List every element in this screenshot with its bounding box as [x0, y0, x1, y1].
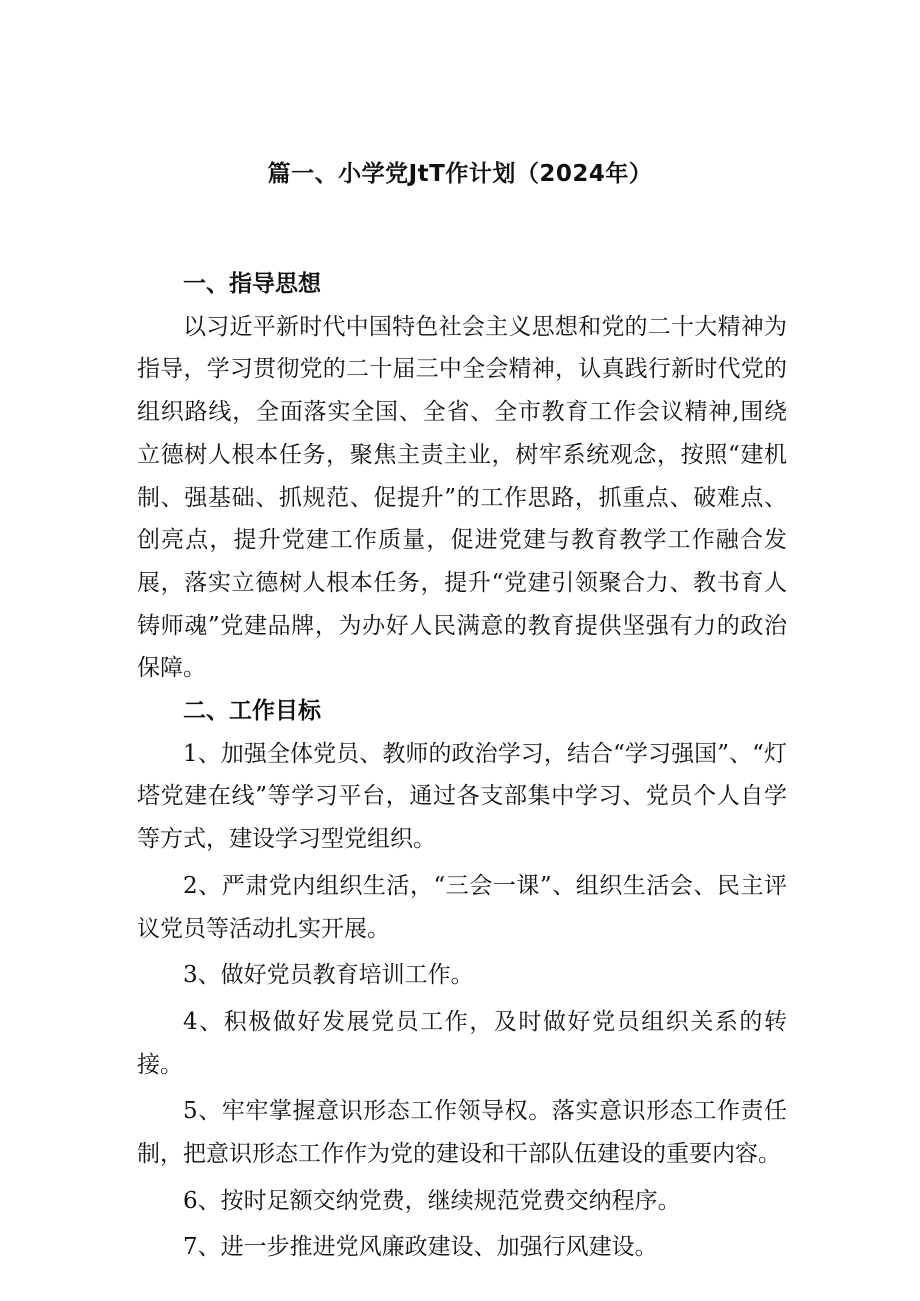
work-goals-list — [137, 733, 787, 1269]
section-heading-guiding-ideology: 一、指导思想 — [183, 271, 321, 297]
goal-item: 1、加强全体党员、教师的政治学习，结合“学习强国”、“灯塔党建在线”等学习平台，通过各支部集中学习、党员个人自学等方式，建设学习型党组织。 — [137, 740, 787, 853]
goal-item: 7、进一步推进党风廉政建设、加强行风建设。 — [183, 1234, 658, 1261]
section-heading-work-goals: 二、工作目标 — [183, 698, 321, 725]
goal-item: 3、做好党员教育培训工作。 — [183, 962, 474, 989]
goal-item: 2、严肃党内组织生活，“三会一课”、组织生活会、民主评议党员等活动扎实开展。 — [137, 872, 787, 942]
goal-item: 4、积极做好发展党员工作，及时做好党员组织关系的转接。 — [137, 1008, 787, 1078]
goal-item: 6、按时足额交纳党费，继续规范党费交纳程序。 — [183, 1187, 681, 1214]
page-title: 篇一、小学党JtT作计划（2024年） — [267, 161, 653, 187]
document-body — [137, 263, 787, 1273]
goal-item: 5、牢牢掌握意识形态工作领导权。落实意识形态工作责任制，把意识形态工作作为党的建设和干部队伍建设的重要内容。 — [137, 1098, 787, 1168]
guiding-ideology-paragraph: 以习近平新时代中国特色社会主义思想和党的二十大精神为指导，学习贯彻党的二十届三中全会精神，认真践行新时代党的组织路线，全面落实全国、全省、全市教育工作会议精神,围绕立德树人根本任务，聚焦主责主业，树牢系统观念，按照“建机制、强基础、抓规范、促提升”的工作思路，抓重点、破难点、创亮点，提升党建工作质量，促进党建与教育教学工作融合发展，落实立德树人根本任务，提升“党建引领聚合力、教书育人铸师魂”党建品牌，为办好人民满意的教育提供坚强有力的政治保障。 — [137, 313, 787, 682]
